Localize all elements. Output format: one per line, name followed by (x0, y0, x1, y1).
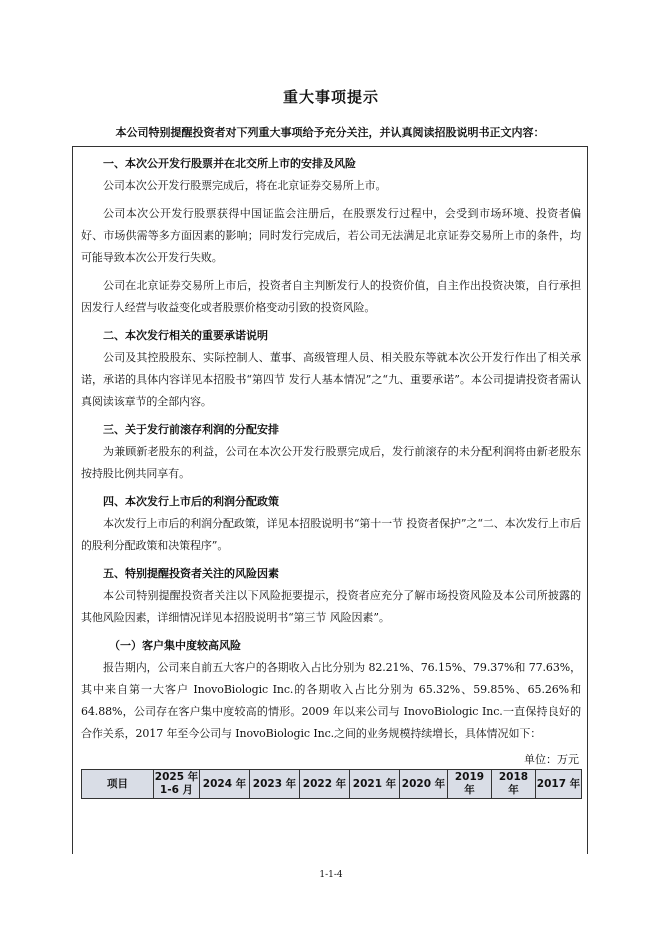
risk-paragraph-customer-concentration: 报告期内，公司来自前五大客户的各期收入占比分别为 82.21%、76.15%、79.37%和 77.63%，其中来自第一大客户 InovoBiologic Inc.的各期收入占比分别为 65.32%、59.85%、65.26%和 64.88%，公司存在客户集中度较高的情形。2009 年以来公司与 InovoBiologic Inc.一直保持良好的合作关系，2017 年至今公司与 InovoBiologic Inc.之间的业务规模持续增长，具体情况如下： (81, 661, 581, 740)
page-title: 重大事项提示 (282, 88, 379, 106)
section-heading-4: 四、本次发行上市后的利润分配政策 (103, 495, 279, 508)
section-5-paragraph-1: 本公司特别提醒投资者关注以下风险扼要提示，投资者应充分了解市场投资风险及本公司所披露的其他风险因素，详细情况详见本招股说明书“第三节 风险因素”。 (81, 589, 581, 624)
section-1-paragraph-3: 公司在北京证券交易所上市后，投资者自主判断发行人的投资价值，自主作出投资决策，自行承担因发行人经营与收益变化或者股票价格变动引致的投资风险。 (81, 279, 581, 314)
customer-revenue-table (81, 769, 582, 799)
section-heading-1: 一、本次公开发行股票并在北交所上市的安排及风险 (103, 157, 356, 170)
section-4-paragraph-1: 本次发行上市后的利润分配政策，详见本招股说明书“第十一节 投资者保护”之“二、本次发行上市后的股利分配政策和决策程序”。 (81, 517, 581, 552)
section-1-paragraph-1: 公司本次公开发行股票完成后，将在北京证券交易所上市。 (103, 179, 387, 192)
section-heading-5: 五、特别提醒投资者关注的风险因素 (103, 567, 279, 580)
content-box (72, 146, 588, 854)
table-header-cell: 项目 (82, 770, 154, 799)
intro-text: 本公司特别提醒投资者对下列重大事项给予充分关注，并认真阅读招股说明书正文内容： (115, 126, 545, 139)
table-header-cell: 2019 年 (448, 770, 492, 799)
table-header-cell: 2020 年 (400, 770, 448, 799)
section-heading-3: 三、关于发行前滚存利润的分配安排 (103, 423, 279, 436)
section-1-paragraph-2: 公司本次公开发行股票获得中国证监会注册后，在股票发行过程中，会受到市场环境、投资者偏好、市场供需等多方面因素的影响；同时发行完成后，若公司无法满足北京证券交易所上市的条件，均可能导致本次公开发行失败。 (81, 207, 581, 264)
section-2-paragraph-1: 公司及其控股股东、实际控制人、董事、高级管理人员、相关股东等就本次公开发行作出了相关承诺，承诺的具体内容详见本招股书“第四节 发行人基本情况”之“九、重要承诺”。本公司提请投资者需认真阅读该章节的全部内容。 (81, 351, 581, 408)
section-3-paragraph-1: 为兼顾新老股东的利益，公司在本次公开发行股票完成后，发行前滚存的未分配利润将由新老股东按持股比例共同享有。 (81, 445, 581, 480)
table-header-cell: 2017 年 (536, 770, 582, 799)
table-header-cell: 2021 年 (350, 770, 400, 799)
table-header-cell: 2025 年 1-6 月 (154, 770, 200, 799)
table-header-cell: 2022 年 (300, 770, 350, 799)
section-heading-2: 二、本次发行相关的重要承诺说明 (103, 329, 268, 342)
table-header-cell: 2023 年 (250, 770, 300, 799)
table-header-cell: 2024 年 (200, 770, 250, 799)
risk-heading-customer-concentration: （一）客户集中度较高风险 (109, 639, 241, 652)
table-header-cell: 2018 年 (492, 770, 536, 799)
page-number: 1-1-4 (319, 870, 343, 880)
unit-label: 单位：万元 (524, 753, 579, 766)
table-header-row (82, 770, 582, 799)
